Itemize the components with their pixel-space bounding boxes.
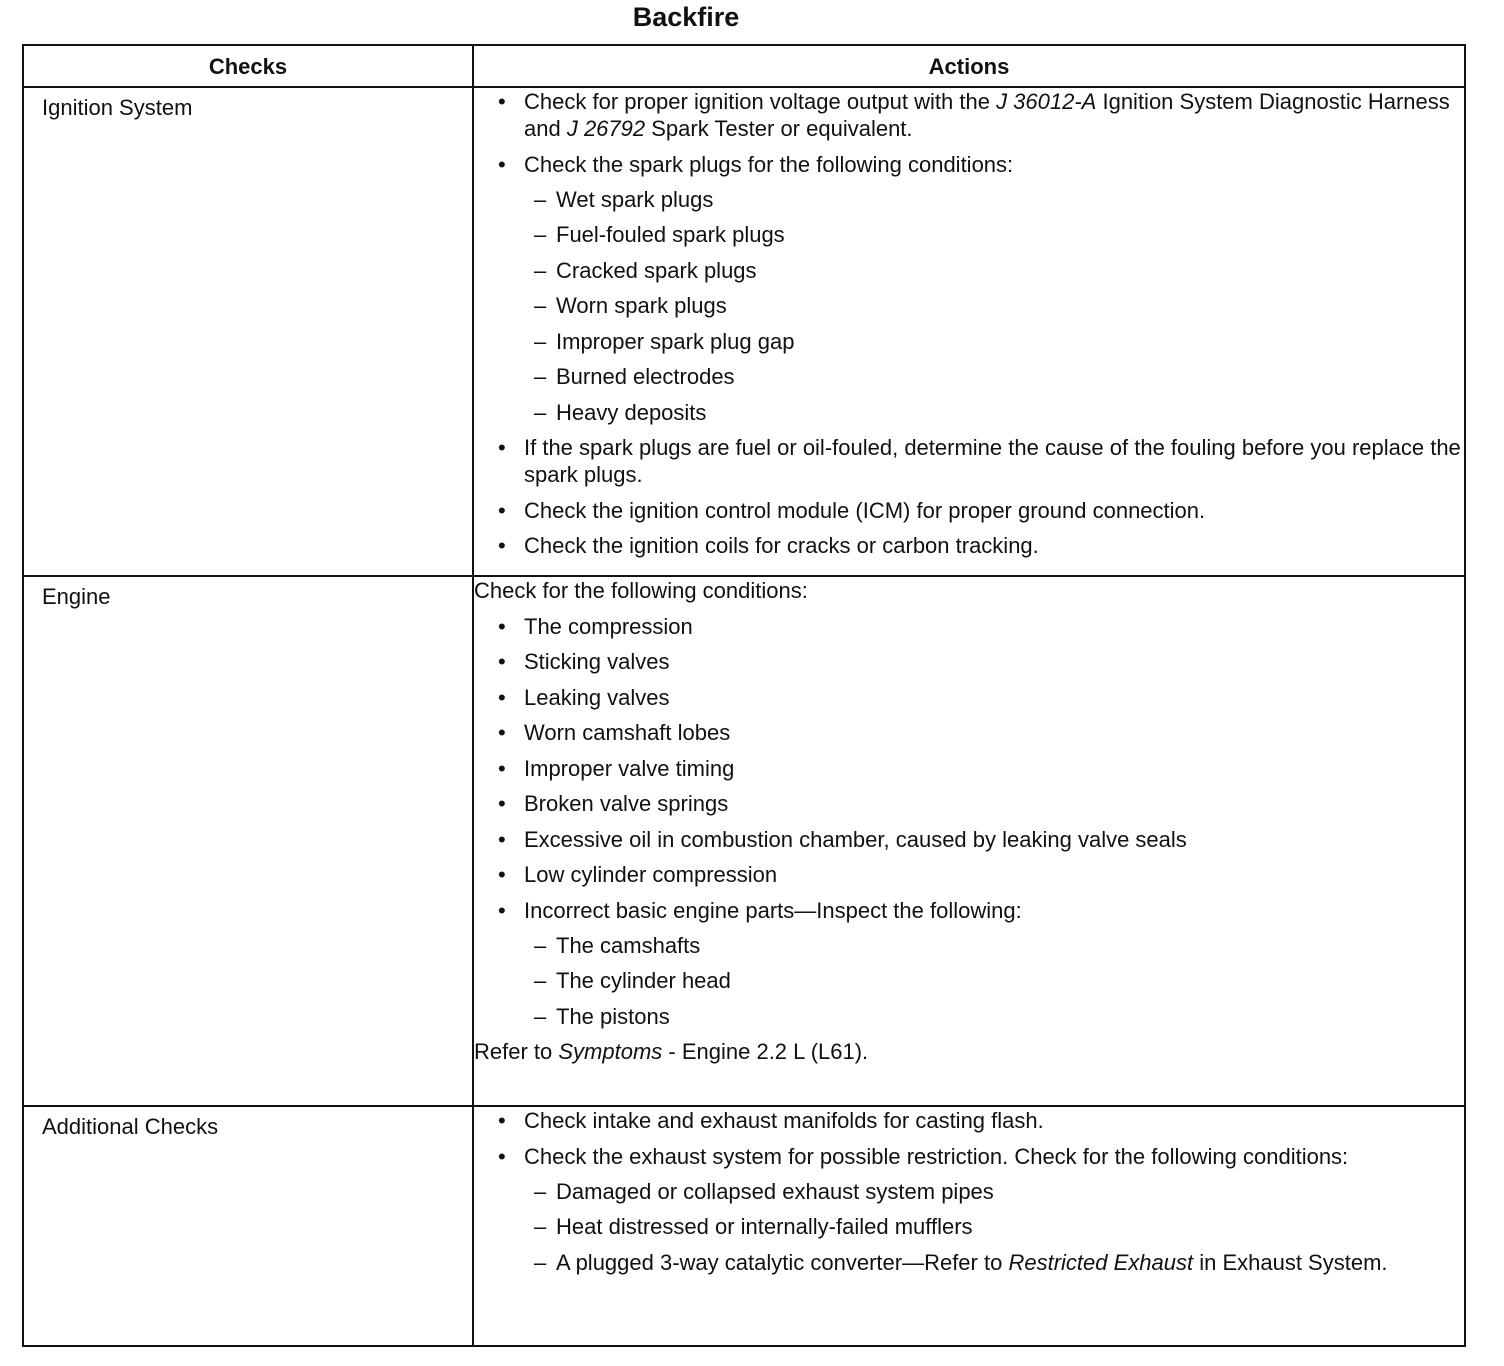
list-item: • Worn camshaft lobes [474,719,1464,746]
symptoms-reference: Refer to Symptoms - Engine 2.2 L (L61). [474,1039,869,1064]
backfire-table [22,44,1466,1347]
list-item: • Check the ignition control module (ICM) for proper ground connection. [474,497,1464,524]
sub-list-item: – The pistons [524,1003,1464,1030]
tool-reference: J 36012-A [996,89,1097,114]
list-item: • Incorrect basic engine parts—Inspect the following: – The camshafts – The cylinder head – The pistons [474,897,1464,1030]
page-title: Backfire [632,2,740,32]
list-item: • Check the exhaust system for possible restriction. Check for the following conditions: – Damaged or collapsed exhaust system pipes – Heat distressed or internally-failed mufflers – A plugged 3-way catalytic converter—Refer to Restricted Exhaust in Exhaust System. [474,1143,1464,1276]
header-row [23,45,1465,87]
list-item: • The compression [474,613,1464,640]
sub-list-item: – The cylinder head [524,967,1464,994]
check-label-additional: Additional Checks [42,1114,219,1139]
sub-list-item: – Burned electrodes [524,363,1464,390]
sub-list-item: – Improper spark plug gap [524,328,1464,355]
sub-list-item: – Wet spark plugs [524,186,1464,213]
list-item: • Low cylinder compression [474,861,1464,888]
symptoms-link[interactable]: Symptoms [558,1039,663,1064]
list-item: • Broken valve springs [474,790,1464,817]
restricted-exhaust-link[interactable]: Restricted Exhaust [1008,1249,1194,1275]
header-actions: Actions [473,45,1465,87]
sub-list-item: – The camshafts [524,932,1464,959]
list-item: • Leaking valves [474,684,1464,711]
list-item: • Improper valve timing [474,755,1464,782]
list-item: • Sticking valves [474,648,1464,675]
list-item: • Check intake and exhaust manifolds for casting flash. [474,1107,1464,1134]
list-item: • Excessive oil in combustion chamber, caused by leaking valve seals [474,826,1464,853]
actions-cell-ignition [473,87,1465,576]
list-item: • If the spark plugs are fuel or oil-fouled, determine the cause of the fouling before you replace the spark plugs. [474,434,1464,488]
list-item: • Check for proper ignition voltage output with the J 36012-A Ignition System Diagnostic Harness and J 26792 Spark Tester or equivalent. [474,88,1464,142]
sub-list-item: – Cracked spark plugs [524,257,1464,284]
sub-list-item: – Heavy deposits [524,399,1464,426]
tool-reference: J 26792 [566,116,646,141]
actions-cell-additional [473,1106,1465,1346]
check-label-engine: Engine [42,584,111,609]
sub-list-item: – Fuel-fouled spark plugs [524,221,1464,248]
check-label-ignition: Ignition System [42,95,193,120]
table-row-engine [23,576,1465,1106]
sub-list-item: – Worn spark plugs [524,292,1464,319]
table-row-additional-checks [23,1106,1465,1346]
list-item: • Check the spark plugs for the following conditions: – Wet spark plugs – Fuel-fouled spark plugs – Cracked spark plugs – Worn spark plugs – Improper spark plug gap – Burned electrodes – Heavy deposits [474,151,1464,426]
sub-list-item: – A plugged 3-way catalytic converter—Refer to Restricted Exhaust in Exhaust System. [524,1249,1464,1276]
list-item: • Check the ignition coils for cracks or carbon tracking. [474,532,1464,559]
sub-list-item: – Heat distressed or internally-failed mufflers [524,1213,1464,1240]
actions-cell-engine [473,576,1465,1106]
table-row-ignition-system [23,87,1465,576]
sub-list-item: – Damaged or collapsed exhaust system pipes [524,1178,1464,1205]
header-checks: Checks [23,45,473,87]
conditions-lead: Check for the following conditions: [474,578,808,603]
